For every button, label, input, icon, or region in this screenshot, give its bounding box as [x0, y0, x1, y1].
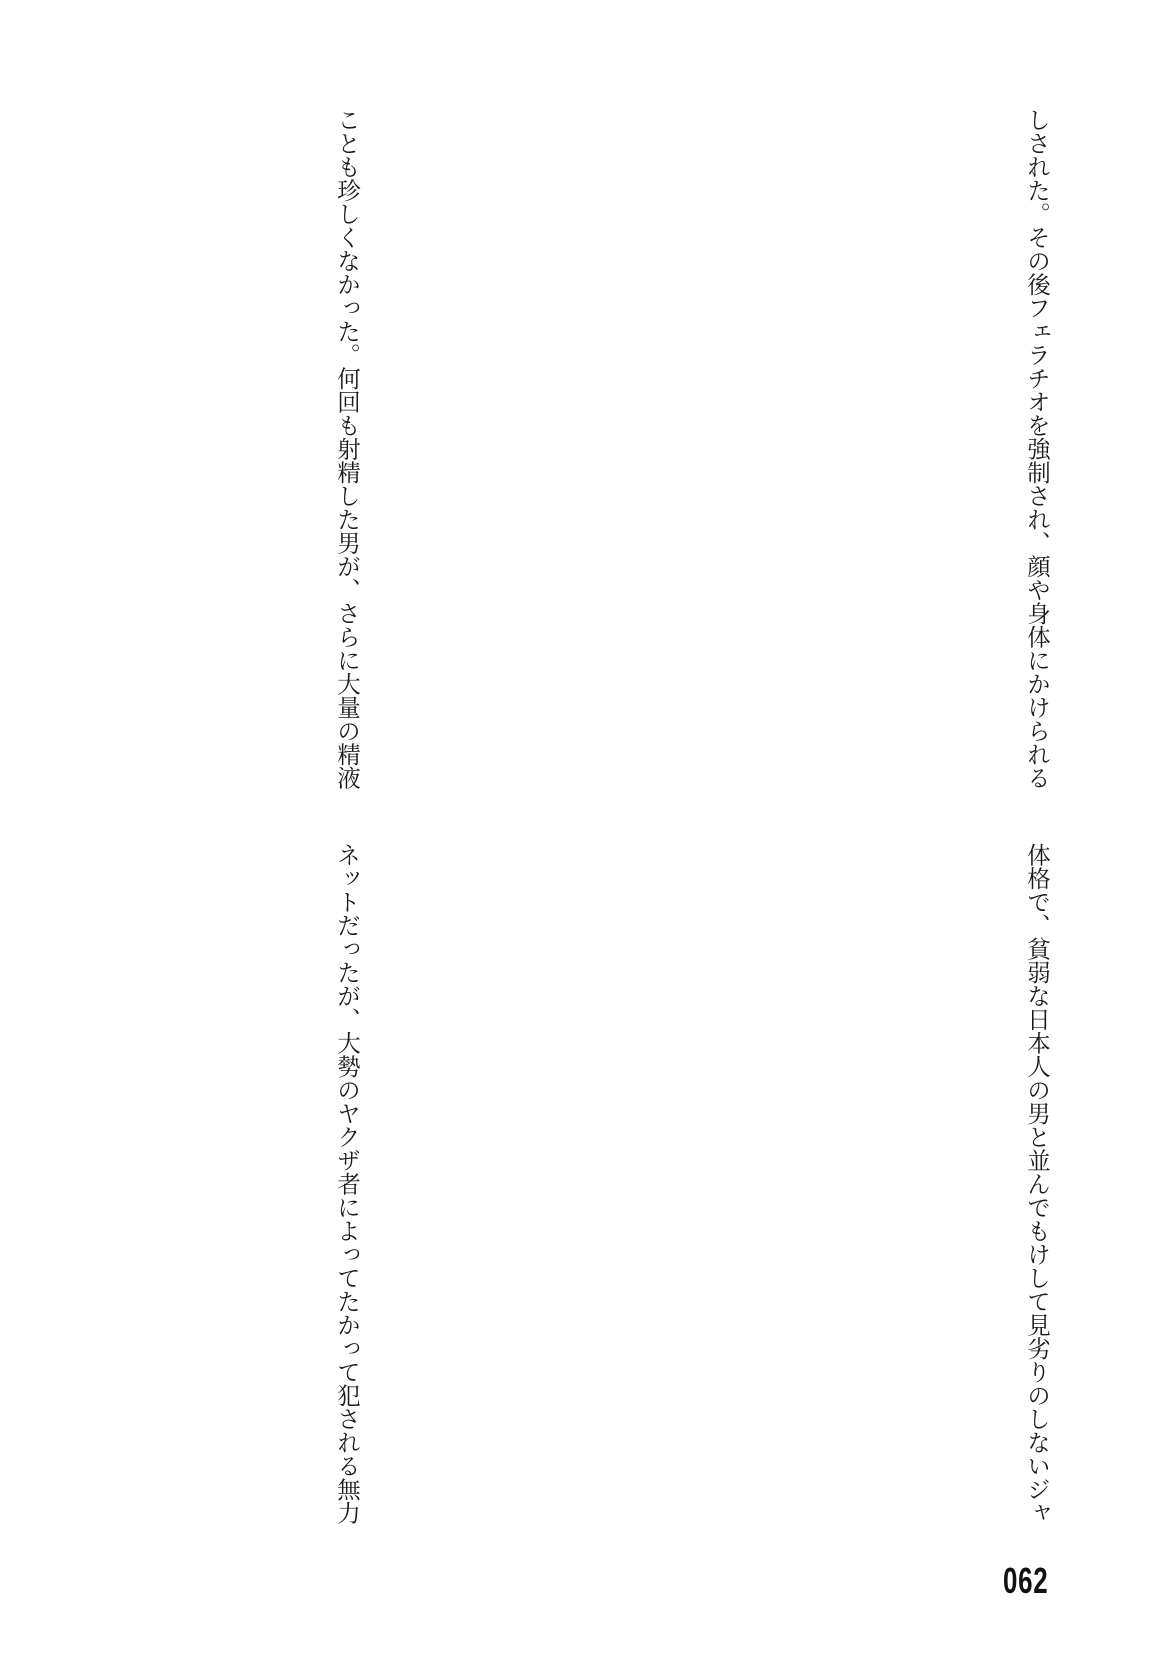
text-column: ことも珍しくなかった。何回も射精した男が、さらに大量の精液: [333, 108, 361, 790]
text-column: しされた。その後フェラチオを強制され、顔や身体にかけられる: [1023, 108, 1051, 790]
text-column: ネットだったが、大勢のヤクザ者によってたかって犯される無力: [333, 843, 361, 1525]
page-number: 062: [1003, 1560, 1049, 1601]
text-column: 体格で、貧弱な日本人の男と並んでもけして見劣りのしないジャ: [1023, 843, 1051, 1525]
upper-text-block: [105, 108, 1058, 798]
lower-text-block: [105, 843, 1058, 1533]
